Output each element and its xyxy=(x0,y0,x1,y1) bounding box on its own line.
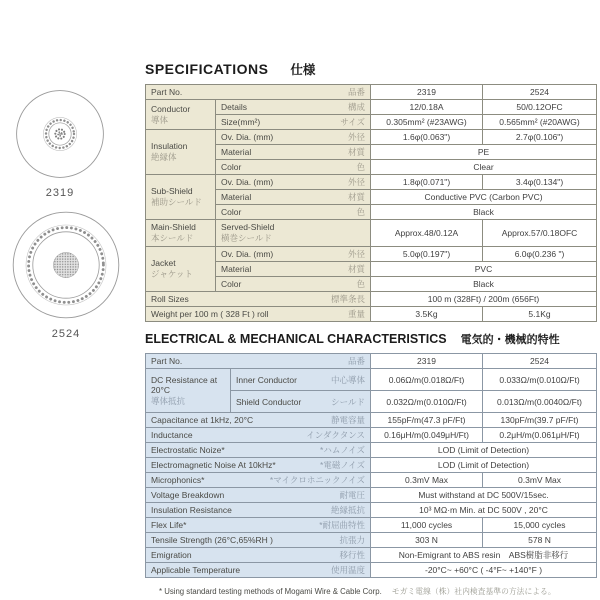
electrical-title-jp: 電気的・機械的特性 xyxy=(460,334,560,346)
label-en: Material xyxy=(221,264,252,274)
label-jp: 色 xyxy=(356,162,366,172)
label-en: Roll Sizes xyxy=(151,294,189,304)
label-jp: 横巻シールド xyxy=(221,233,272,243)
elec-voltage-label xyxy=(146,488,371,503)
label-jp: 外径 xyxy=(348,177,366,187)
elec-microphonics-2319: 0.3mV Max xyxy=(371,473,483,488)
spec-jacket-group xyxy=(146,247,216,292)
group-en: DC Resistance at 20°C xyxy=(151,374,218,396)
elec-inductance-label xyxy=(146,428,371,443)
label-jp: 品番 xyxy=(348,87,366,97)
table-row xyxy=(146,369,597,391)
elec-dc-group xyxy=(146,369,231,413)
label-en: Voltage Breakdown xyxy=(151,490,225,500)
label-en: Material xyxy=(221,147,252,157)
table-row xyxy=(146,413,597,428)
elec-partno-2524: 2524 xyxy=(483,354,597,369)
spec-servedshield-label xyxy=(216,220,371,247)
label-en: Tensile Strength (26°C,65%RH ) xyxy=(151,535,273,545)
elec-electromagnetic-label xyxy=(146,458,371,473)
label-jp: 色 xyxy=(356,279,366,289)
label-en: Shield Conductor xyxy=(236,396,302,407)
spec-insulation-material-value: PE xyxy=(371,145,597,160)
label-en: Material xyxy=(221,192,252,202)
label-jp: 材質 xyxy=(348,264,366,274)
label-jp: 絶縁抵抗 xyxy=(331,505,366,515)
spec-details-2319: 12/0.18A xyxy=(371,100,483,115)
label-en: Inductance xyxy=(151,430,193,440)
spec-mainshield-group xyxy=(146,220,216,247)
footnote-en: * Using standard testing methods of Mogami Wire & Cable Corp. xyxy=(159,587,382,596)
group-en: Main-Shield xyxy=(151,222,196,233)
label-en: Ov. Dia. (mm) xyxy=(221,177,274,187)
spec-subshield-color-value: Black xyxy=(371,205,597,220)
label-en: Color xyxy=(221,162,242,172)
elec-emigration-label xyxy=(146,548,371,563)
table-row xyxy=(146,443,597,458)
elec-dc-shield-2524: 0.013Ω/m(0.0040Ω/Ft) xyxy=(483,391,597,413)
label-jp: *電磁ノイズ xyxy=(320,460,366,470)
elec-flex-2524: 15,000 cycles xyxy=(483,518,597,533)
label-jp: 色 xyxy=(356,207,366,217)
label-jp: 外径 xyxy=(348,132,366,142)
table-row xyxy=(146,533,597,548)
elec-dc-inner-label xyxy=(231,369,371,391)
elec-capacitance-2319: 155pF/m(47.3 pF/Ft) xyxy=(371,413,483,428)
spec-weight-label xyxy=(146,307,371,322)
electrical-table xyxy=(145,353,597,578)
spec-conductor-group xyxy=(146,100,216,130)
spec-servedshield-2524: Approx.57/0.18OFC xyxy=(483,220,597,247)
spec-weight-2319: 3.5Kg xyxy=(371,307,483,322)
elec-electromagnetic-value: LOD (Limit of Detection) xyxy=(371,458,597,473)
table-row xyxy=(146,100,597,115)
elec-tensile-label xyxy=(146,533,371,548)
spec-subshield-ovdia-2524: 3.4φ(0.134") xyxy=(483,175,597,190)
label-en: Color xyxy=(221,279,242,289)
label-jp: 材質 xyxy=(348,192,366,202)
label-jp: インダクタンス xyxy=(306,430,366,440)
spec-insulation-ovdia-2319: 1.6φ(0.063") xyxy=(371,130,483,145)
group-en: Insulation xyxy=(151,141,188,152)
cable-cross-section-2319 xyxy=(16,90,104,199)
footnote xyxy=(145,586,596,597)
spec-roll-value: 100 m (328Ft) / 200m (656Ft) xyxy=(371,292,597,307)
label-en: Insulation Resistance xyxy=(151,505,232,515)
label-jp: 耐電圧 xyxy=(339,490,366,500)
spec-insulation-material-label xyxy=(216,145,371,160)
spec-subshield-ovdia-2319: 1.8φ(0.071") xyxy=(371,175,483,190)
table-row xyxy=(146,292,597,307)
label-jp: 移行性 xyxy=(339,550,366,560)
group-en: Jacket xyxy=(151,258,176,269)
table-row xyxy=(146,563,597,578)
cable-2524-diagram-icon xyxy=(12,211,120,319)
label-jp: 抗張力 xyxy=(339,535,366,545)
label-en: Applicable Temperature xyxy=(151,565,241,575)
label-en: Color xyxy=(221,207,242,217)
label-jp: 品番 xyxy=(348,356,366,366)
group-jp: ジャケット xyxy=(151,269,193,279)
group-en: Sub-Shield xyxy=(151,186,193,197)
table-row xyxy=(146,247,597,262)
specifications-title xyxy=(145,60,596,78)
table-row xyxy=(146,130,597,145)
elec-flex-label xyxy=(146,518,371,533)
label-jp: シールド xyxy=(331,396,366,407)
specifications-table xyxy=(145,84,597,322)
specifications-title-en: SPECIFICATIONS xyxy=(145,61,269,77)
label-jp: *マイクロホニックノイズ xyxy=(269,475,366,485)
spec-size-label xyxy=(216,115,371,130)
elec-partno-label xyxy=(146,354,371,369)
diagram-label-2319: 2319 xyxy=(45,187,75,199)
group-jp: 導体 xyxy=(151,114,169,125)
group-jp: 補助シールド xyxy=(151,197,202,207)
label-en: Capacitance at 1kHz, 20°C xyxy=(151,415,254,425)
table-row xyxy=(146,518,597,533)
elec-capacitance-label xyxy=(146,413,371,428)
spec-jacket-ovdia-label xyxy=(216,247,371,262)
specifications-title-jp: 仕様 xyxy=(290,63,316,77)
spec-servedshield-2319: Approx.48/0.12A xyxy=(371,220,483,247)
diagram-label-2524: 2524 xyxy=(51,328,81,340)
spec-jacket-material-value: PVC xyxy=(371,262,597,277)
spec-jacket-color-label xyxy=(216,277,371,292)
spec-insulation-ovdia-label xyxy=(216,130,371,145)
elec-temperature-label xyxy=(146,563,371,578)
label-en: Microphonics* xyxy=(151,475,205,485)
spec-jacket-ovdia-2524: 6.0φ(0.236 ") xyxy=(483,247,597,262)
table-row xyxy=(146,307,597,322)
cable-cross-section-2524 xyxy=(12,211,120,340)
electrical-title xyxy=(145,331,596,347)
label-en: Ov. Dia. (mm) xyxy=(221,249,274,259)
label-en: Electromagnetic Noise At 10kHz* xyxy=(151,460,276,470)
label-en: Ov. Dia. (mm) xyxy=(221,132,274,142)
table-row xyxy=(146,220,597,247)
label-jp: 使用温度 xyxy=(331,565,366,575)
table-row xyxy=(146,85,597,100)
table-row xyxy=(146,354,597,369)
cable-2319-diagram-icon xyxy=(16,90,104,178)
elec-emigration-value: Non-Emigrant to ABS resin ABS樹脂非移行 xyxy=(371,548,597,563)
spec-insulation-group xyxy=(146,130,216,175)
label-en: Served-Shield xyxy=(221,222,275,233)
label-jp: 材質 xyxy=(348,147,366,157)
label-jp: 外径 xyxy=(348,249,366,259)
table-row xyxy=(146,548,597,563)
content-column xyxy=(145,60,596,597)
spec-subshield-group xyxy=(146,175,216,220)
elec-temperature-value: -20°C~ +60°C ( -4°F~ +140°F ) xyxy=(371,563,597,578)
spec-jacket-ovdia-2319: 5.0φ(0.197") xyxy=(371,247,483,262)
label-en: Size(mm²) xyxy=(221,117,261,127)
table-row xyxy=(146,428,597,443)
spec-roll-label xyxy=(146,292,371,307)
elec-electrostatic-label xyxy=(146,443,371,458)
label-jp: サイズ xyxy=(340,117,366,127)
spec-subshield-material-value: Conductive PVC (Carbon PVC) xyxy=(371,190,597,205)
elec-flex-2319: 11,000 cycles xyxy=(371,518,483,533)
label-jp: 標準条長 xyxy=(331,294,366,304)
elec-insulation-res-label xyxy=(146,503,371,518)
spec-insulation-ovdia-2524: 2.7φ(0.106") xyxy=(483,130,597,145)
elec-microphonics-2524: 0.3mV Max xyxy=(483,473,597,488)
spec-details-2524: 50/0.12OFC xyxy=(483,100,597,115)
table-row xyxy=(146,458,597,473)
spec-insulation-color-value: Clear xyxy=(371,160,597,175)
elec-inductance-2319: 0.16μH/m(0.049μH/Ft) xyxy=(371,428,483,443)
table-row xyxy=(146,503,597,518)
spec-partno-label xyxy=(146,85,371,100)
spec-partno-2524: 2524 xyxy=(483,85,597,100)
elec-voltage-value: Must withstand at DC 500V/15sec. xyxy=(371,488,597,503)
group-jp: 本シールド xyxy=(151,233,194,243)
elec-partno-2319: 2319 xyxy=(371,354,483,369)
elec-electrostatic-value: LOD (Limit of Detection) xyxy=(371,443,597,458)
footnote-jp: モガミ電線（株）社内検査基準の方法による。 xyxy=(391,587,556,596)
group-jp: 絶縁体 xyxy=(151,152,177,162)
elec-capacitance-2524: 130pF/m(39.7 pF/Ft) xyxy=(483,413,597,428)
spec-jacket-material-label xyxy=(216,262,371,277)
spec-size-2319: 0.305mm² (#23AWG) xyxy=(371,115,483,130)
spec-jacket-color-value: Black xyxy=(371,277,597,292)
label-en: Part No. xyxy=(151,87,183,97)
label-jp: *耐屈曲特性 xyxy=(319,520,366,530)
label-en: Details xyxy=(221,102,247,112)
table-row xyxy=(146,473,597,488)
elec-dc-shield-label xyxy=(231,391,371,413)
elec-microphonics-label xyxy=(146,473,371,488)
elec-dc-shield-2319: 0.032Ω/m(0.010Ω/Ft) xyxy=(371,391,483,413)
elec-dc-inner-2319: 0.06Ω/m(0.018Ω/Ft) xyxy=(371,369,483,391)
spec-subshield-ovdia-label xyxy=(216,175,371,190)
spec-subshield-color-label xyxy=(216,205,371,220)
table-row xyxy=(146,175,597,190)
label-en: Emigration xyxy=(151,550,192,560)
group-en: Conductor xyxy=(151,103,191,114)
elec-tensile-2524: 578 N xyxy=(483,533,597,548)
spec-weight-2524: 5.1Kg xyxy=(483,307,597,322)
label-jp: *ハムノイズ xyxy=(320,445,366,455)
spec-details-label xyxy=(216,100,371,115)
label-en: Electrostatic Noize* xyxy=(151,445,225,455)
spec-insulation-color-label xyxy=(216,160,371,175)
label-en: Flex Life* xyxy=(151,520,187,530)
group-jp: 導体抵抗 xyxy=(151,395,186,406)
spec-subshield-material-label xyxy=(216,190,371,205)
label-jp: 静電容量 xyxy=(331,415,366,425)
electrical-title-en: ELECTRICAL & MECHANICAL CHARACTERISTICS xyxy=(145,332,447,346)
label-jp: 中心導体 xyxy=(331,374,366,385)
elec-insulation-res-value: 10³ MΩ·m Min. at DC 500V , 20°C xyxy=(371,503,597,518)
elec-tensile-2319: 303 N xyxy=(371,533,483,548)
label-en: Part No. xyxy=(151,356,183,366)
label-en: Weight per 100 m ( 328 Ft ) roll xyxy=(151,309,269,319)
spec-size-2524: 0.565mm² (#20AWG) xyxy=(483,115,597,130)
table-row xyxy=(146,488,597,503)
elec-inductance-2524: 0.2μH/m(0.061μH/Ft) xyxy=(483,428,597,443)
label-jp: 重量 xyxy=(348,309,366,319)
spec-partno-2319: 2319 xyxy=(371,85,483,100)
label-jp: 構成 xyxy=(348,102,366,112)
label-en: Inner Conductor xyxy=(236,374,297,385)
elec-dc-inner-2524: 0.033Ω/m(0.010Ω/Ft) xyxy=(483,369,597,391)
